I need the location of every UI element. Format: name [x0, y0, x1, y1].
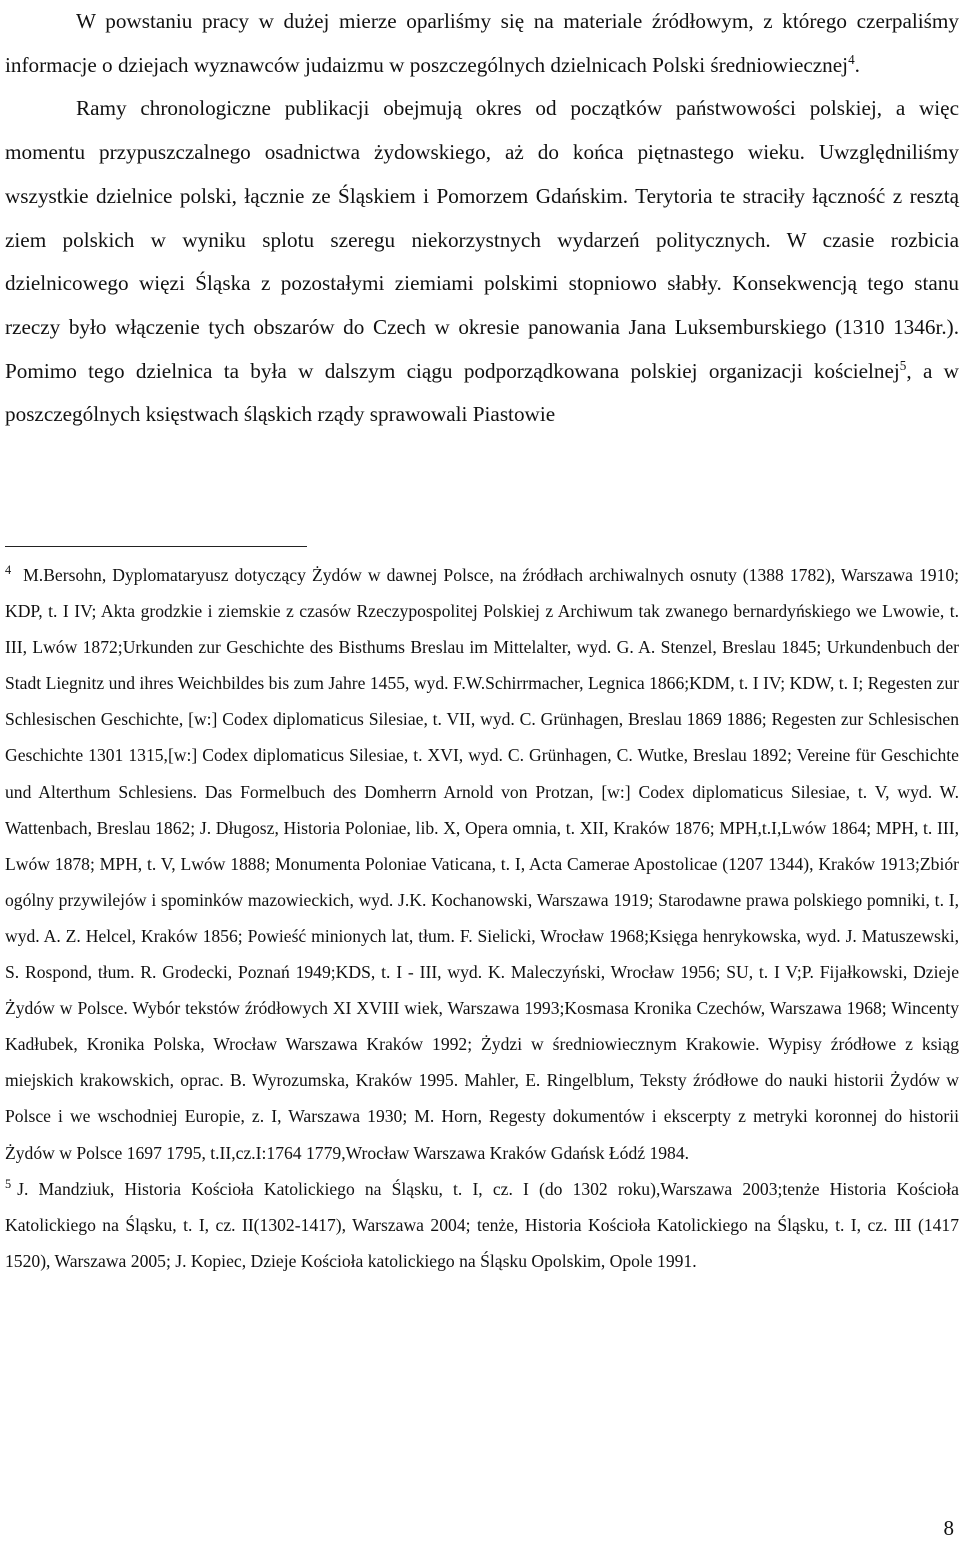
- page-number: 8: [943, 1516, 954, 1540]
- footnotes: [5, 557, 959, 1279]
- paragraph-chronology-end: , a w poszczególnych księstwach śląskich rządy sprawowali Piastowie: [5, 358, 959, 427]
- footnote-number: 4: [5, 563, 12, 578]
- footnote-5: [5, 1171, 959, 1279]
- footnote-text: J. Mandziuk, Historia Kościoła Katolickiego na Śląsku, t. I, cz. I (do 1302 roku),Warszawa 2003;tenże Historia Kościoła Katolickiego na Śląsku, t. I, cz. II(1302-1417), Warszawa 2004; tenże, Historia Kościoła Katolickiego na Śląsku, t. I, cz. III (1417 1520), Warszawa 2005; J. Kopiec, Dzieje Kościoła katolickiego na Śląsku Opolskim, Opole 1991.: [5, 1178, 959, 1271]
- footnote-ref-5[interactable]: 5: [899, 357, 907, 373]
- body-text: [5, 0, 959, 437]
- footnote-number: 5: [5, 1176, 12, 1191]
- paragraph-sources-end: .: [854, 52, 860, 77]
- footnote-ref-4[interactable]: 4: [848, 51, 855, 67]
- footnote-4: [5, 557, 959, 1171]
- page-content: [5, 0, 959, 437]
- paragraph-sources-text: W powstaniu pracy w dużej mierze oparliśmy się na materiale źródłowym, z którego czerpaliśmy informacje o dziejach wyznawców judaizmu w poszczególnych dzielnicach Polski średniowiecznej: [5, 9, 959, 77]
- paragraph-chronology-text: Ramy chronologiczne publikacji obejmują okres od początków państwowości polskiej, a więc momentu przypuszczalnego osadnictwa żydowskiego, aż do końca piętnastego wieku. Uwzględniliśmy wszystkie dzielnice polski, łącznie ze Śląskiem i Pomorzem Gdańskim. Terytoria te straciły łączność z resztą ziem polskich w wyniku splotu szeregu niekorzystnych wydarzeń politycznych. W czasie rozbicia dzielnicowego więzi Śląska z pozostałymi ziemiami polskimi stopniowo słabły. Konsekwencją tego stanu rzeczy było włączenie tych obszarów do Czech w okresie panowania Jana Luksemburskiego (1310 1346r.). Pomimo tego dzielnica ta była w dalszym ciągu podporządkowana polskiej organizacji kościelnej: [5, 96, 959, 383]
- footnote-text: M.Bersohn, Dyplomataryusz dotyczący Żydów w dawnej Polsce, na źródłach archiwalnych osnuty (1388 1782), Warszawa 1910; KDP, t. I IV; Akta grodzkie i ziemskie z czasów Rzeczypospolitej Polskiej z Archiwum tak zwanego bernardyńskiego we Lwowie, t. III, Lwów 1872;Urkunden zur Geschichte des Bisthums Breslau im Mittelalter, wyd. G. A. Stenzel, Breslau 1845; Urkundenbuch der Stadt Liegnitz und ihres Weichbildes bis zum Jahre 1455, wyd. F.W.Schirrmacher, Legnica 1866;KDM, t. I IV; KDW, t. I; Regesten zur Schlesischen Geschichte, [w:] Codex diplomaticus Silesiae, t. VII, wyd. C. Grünhagen, Breslau 1869 1886; Regesten zur Schlesischen Geschichte 1301 1315,[w:] Codex diplomaticus Silesiae, t. XVI, wyd. C. Grünhagen, C. Wutke, Breslau 1892; Vereine für Geschichte und Alterthum Schlesiens. Das Formelbuch des Domherrn Arnold von Protzan, [w:] Codex diplomaticus Silesiae, t. V, wyd. W. Wattenbach, Breslau 1862; J. Długosz, Historia Poloniae, lib. X, Opera omnia, t. XII, Kraków 1876; MPH,t.I,Lwów 1864; MPH, t. III, Lwów 1878; MPH, t. V, Lwów 1888; Monumenta Poloniae Vaticana, t. I, Acta Camerae Apostolicae (1207 1344), Kraków 1913;Zbiór ogólny przywilejów i spominków mazowieckich, wyd. J.K. Kochanowski, Warszawa 1919; Starodawne prawa polskiego pomniki, t. I, wyd. A. Z. Helcel, Kraków 1856; Powieść minionych lat, tłum. F. Sielicki, Wrocław 1968;Księga henrykowska, wyd. J. Matuszewski, S. Rospond, tłum. R. Grodecki, Poznań 1949;KDS, t. I - III, wyd. K. Maleczyński, Wrocław 1956; SU, t. I V;P. Fijałkowski, Dzieje Żydów w Polsce. Wybór tekstów źródłowych XI XVIII wiek, Warszawa 1993;Kosmasa Kronika Czechów, Warszawa 1968; Wincenty Kadłubek, Kronika Polska, Wrocław Warszawa Kraków 1992; Żydzi w średniowiecznym Krakowie. Wypisy źródłowe z ksiąg miejskich krakowskich, oprac. B. Wyrozumska, Kraków 1995. Mahler, E. Ringelblum, Teksty źródłowe do nauki historii Żydów w Polsce i we wschodniej Europie, z. I, Warszawa 1930; M. Horn, Regesty dokumentów i ekscerpty z metryki koronnej do historii Żydów w Polsce 1697 1795, t.II,cz.I:1764 1779,Wrocław Warszawa Kraków Gdańsk Łódź 1984.: [5, 565, 959, 1163]
- paragraph-chronology: [5, 87, 959, 437]
- footnote-separator: [5, 546, 307, 547]
- paragraph-sources: [5, 0, 959, 87]
